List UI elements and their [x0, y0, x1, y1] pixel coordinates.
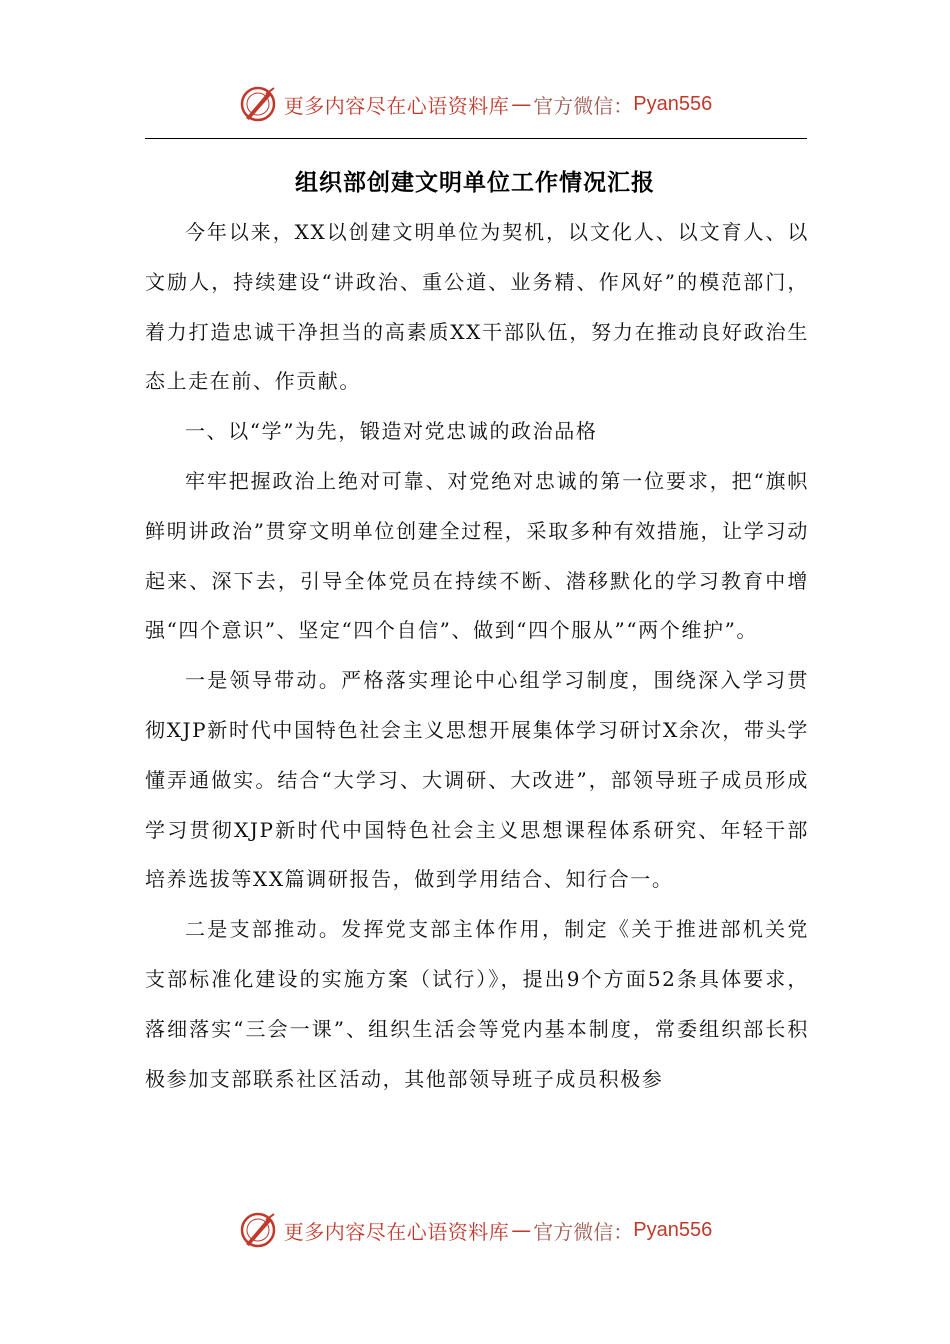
banner-brand-text: 更多内容尽在心语资料库: [283, 1219, 510, 1244]
header-watermark-banner: [0, 82, 950, 126]
paragraph: 二是支部推动。发挥党支部主体作用，制定《关于推进部机关党支部标准化建设的实施方案（试行）》，提出9个方面52条具体要求，落细落实“三会一课”、组织生活会等党内基本制度，常委组织部长积极参加支部联系社区活动，其他部领导班子成员积极参: [145, 917, 809, 1091]
banner-label: 官方微信：: [533, 1219, 634, 1244]
quill-logo-icon: [238, 84, 278, 124]
header-divider: [145, 138, 807, 139]
banner-label: 官方微信：: [533, 93, 634, 118]
document-title: 组织部创建文明单位工作情况汇报: [295, 170, 655, 196]
quill-logo-icon: [238, 1210, 278, 1250]
paragraph-intro: 今年以来，XX以创建文明单位为契机，以文化人、以文育人、以文励人，持续建设“讲政治、重公道、业务精、作风好”的模范部门，着力打造忠诚干净担当的高素质XX干部队伍，努力在推动良好政治生态上走在前、作贡献。: [145, 220, 809, 394]
document-body: [145, 208, 809, 1104]
banner-account: Pyan556: [633, 92, 713, 115]
paragraph: 牢牢把握政治上绝对可靠、对党绝对忠诚的第一位要求，把“旗帜鲜明讲政治”贯穿文明单位创建全过程，采取多种有效措施，让学习动起来、深下去，引导全体党员在持续不断、潜移默化的学习教育中增强“四个意识”、坚定“四个自信”、做到“四个服从”“两个维护”。: [145, 468, 809, 643]
banner-account: Pyan556: [633, 1218, 713, 1241]
banner-separator: —: [511, 92, 532, 116]
banner-separator: —: [511, 1218, 532, 1242]
footer-watermark-banner: [0, 1208, 950, 1252]
banner-brand-text: 更多内容尽在心语资料库: [283, 93, 510, 118]
paragraph: 一是领导带动。严格落实理论中心组学习制度，围绕深入学习贯彻XJP新时代中国特色社会主义思想开展集体学习研讨X余次，带头学懂弄通做实。结合“大学习、大调研、大改进”，部领导班子成员形成学习贯彻XJP新时代中国特色社会主义思想课程体系研究、年轻干部培养选拔等XX篇调研报告，做到学用结合、知行合一。: [145, 668, 809, 892]
section-heading: 一、以“学”为先，锻造对党忠诚的政治品格: [185, 419, 598, 444]
